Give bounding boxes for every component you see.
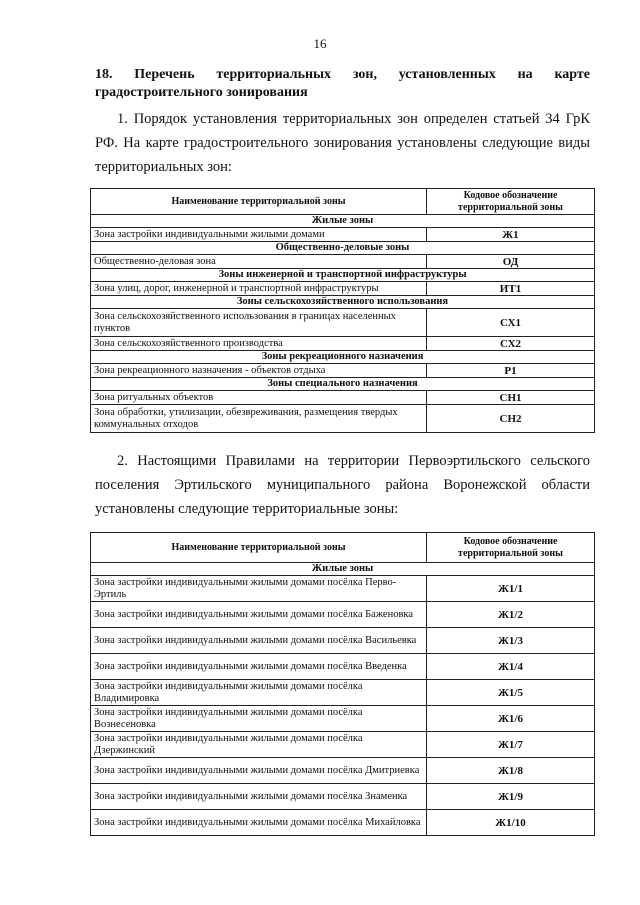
zone-name: Зона улиц, дорог, инженерной и транспортной инфраструктуры [91, 282, 427, 296]
zone-name: Зона застройки индивидуальными жилыми домами посёлка Баженовка [91, 602, 427, 628]
table-row [91, 602, 595, 628]
table-row [91, 576, 595, 602]
zone-code: Ж1/2 [427, 602, 595, 628]
table-row [91, 654, 595, 680]
paragraph-1: 1. Порядок установления территориальных зон определен статьей 34 ГрК РФ. На карте градостроительного зонирования установлены следующие виды территориальных зон: [95, 111, 590, 175]
zone-name: Зона застройки индивидуальными жилыми домами посёлка Введенка [91, 654, 427, 680]
zone-code: Ж1/1 [427, 576, 595, 602]
zone-name: Зона обработки, утилизации, обезвреживания, размещения твердых коммунальных отходов [91, 405, 427, 433]
zone-code: Ж1/4 [427, 654, 595, 680]
section-title: Зоны инженерной и транспортной инфраструктуры [91, 269, 595, 282]
zone-name: Зона сельскохозяйственного производства [91, 337, 427, 351]
zone-code: Ж1/10 [427, 810, 595, 836]
section-row [91, 378, 595, 391]
zone-code: ОД [427, 255, 595, 269]
header-zone-name: Наименование территориальной зоны [91, 189, 427, 215]
zone-name: Общественно-деловая зона [91, 255, 427, 269]
zones-table-1 [90, 188, 595, 433]
zone-code: СН2 [427, 405, 595, 433]
section-title: Жилые зоны [91, 215, 595, 228]
section-heading: 18. Перечень территориальных зон, установленных на карте градостроительного зонирования [95, 67, 590, 100]
table-row [91, 364, 595, 378]
section-row [91, 215, 595, 228]
page-number: 16 [313, 36, 327, 51]
zone-name: Зона застройки индивидуальными жилыми домами посёлка Знаменка [91, 784, 427, 810]
table-row [91, 680, 595, 706]
section-title: Жилые зоны [91, 563, 595, 576]
zone-code: СН1 [427, 391, 595, 405]
section-title: Зоны сельскохозяйственного использования [91, 296, 595, 309]
zone-name: Зона застройки индивидуальными жилыми домами посёлка Дмитриевка [91, 758, 427, 784]
header-zone-code: Кодовое обозначение территориальной зоны [427, 189, 595, 215]
section-row [91, 351, 595, 364]
zone-code: Ж1/9 [427, 784, 595, 810]
zone-name: Зона застройки индивидуальными жилыми домами посёлка Васильевка [91, 628, 427, 654]
zone-name: Зона застройки индивидуальными жилыми домами посёлка Владимировка [91, 680, 427, 706]
section-title: Зоны рекреационного назначения [91, 351, 595, 364]
table-header-row [91, 189, 595, 215]
zone-code: СХ1 [427, 309, 595, 337]
table-row [91, 228, 595, 242]
table-row [91, 391, 595, 405]
zone-name: Зона застройки индивидуальными жилыми домами [91, 228, 427, 242]
table-row [91, 255, 595, 269]
zone-name: Зона рекреационного назначения - объектов отдыха [91, 364, 427, 378]
zone-code: ИТ1 [427, 282, 595, 296]
zone-name: Зона сельскохозяйственного использования в границах населенных пунктов [91, 309, 427, 337]
table-row [91, 758, 595, 784]
zone-name: Зона застройки индивидуальными жилыми домами посёлка Михайловка [91, 810, 427, 836]
header-zone-name: Наименование территориальной зоны [91, 533, 427, 563]
section-row [91, 269, 595, 282]
zone-code: Ж1/6 [427, 706, 595, 732]
table-header-row [91, 533, 595, 563]
zone-code: Р1 [427, 364, 595, 378]
table-row [91, 784, 595, 810]
zone-name: Зона застройки индивидуальными жилыми домами посёлка Дзержинский [91, 732, 427, 758]
zone-name: Зона застройки индивидуальными жилыми домами посёлка Вознесеновка [91, 706, 427, 732]
table-row [91, 810, 595, 836]
zone-code: Ж1/8 [427, 758, 595, 784]
section-title: Зоны специального назначения [91, 378, 595, 391]
section-row [91, 563, 595, 576]
zone-code: Ж1 [427, 228, 595, 242]
table-row [91, 706, 595, 732]
zone-code: Ж1/3 [427, 628, 595, 654]
zone-name: Зона застройки индивидуальными жилыми домами посёлка Перво-Эртиль [91, 576, 427, 602]
table-row [91, 337, 595, 351]
section-row [91, 242, 595, 255]
section-title: Общественно-деловые зоны [91, 242, 595, 255]
table-row [91, 405, 595, 433]
zone-code: СХ2 [427, 337, 595, 351]
zones-table-2 [90, 532, 595, 836]
table-row [91, 732, 595, 758]
table-row [91, 628, 595, 654]
header-zone-code: Кодовое обозначение территориальной зоны [427, 533, 595, 563]
paragraph-2: 2. Настоящими Правилами на территории Первоэртильского сельского поселения Эртильского муниципального района Воронежской области установлены следующие территориальные зоны: [95, 453, 590, 517]
table-row [91, 309, 595, 337]
zone-name: Зона ритуальных объектов [91, 391, 427, 405]
zone-code: Ж1/5 [427, 680, 595, 706]
section-row [91, 296, 595, 309]
table-row [91, 282, 595, 296]
zone-code: Ж1/7 [427, 732, 595, 758]
